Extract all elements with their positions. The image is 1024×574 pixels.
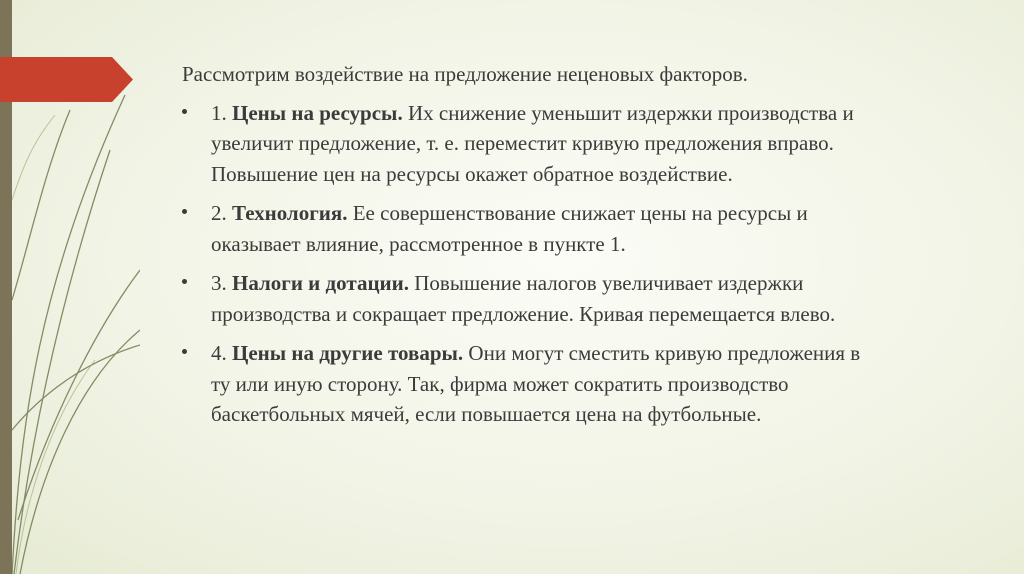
item-text: Их снижение уменьшит издержки производства и увеличит предложение, т. е. переместит кривую предложения вправо. Повышение цен на ресурсы окажет обратное воздействие. <box>211 100 854 186</box>
list-item <box>182 268 872 329</box>
item-number: 2. <box>211 201 227 225</box>
bullet-dot-icon <box>182 349 187 354</box>
item-title: Технология. <box>232 201 348 225</box>
list-item <box>182 338 872 430</box>
list-item <box>182 198 872 259</box>
item-number: 3. <box>211 271 227 295</box>
bullet-dot-icon <box>182 109 187 114</box>
factor-list <box>182 98 872 430</box>
slide-content <box>182 59 872 439</box>
item-text: Они могут сместить кривую предложения в ту или иную сторону. Так, фирма может сократить производство баскетбольных мячей, если повышается цена на футбольные. <box>211 341 861 426</box>
item-text: Повышение налогов увеличивает издержки производства и сокращает предложение. Кривая перемещается влево. <box>211 271 836 326</box>
item-text: Ее совершенствование снижает цены на ресурсы и оказывает влияние, рассмотренное в пункте 1. <box>211 201 808 256</box>
list-item <box>182 98 872 190</box>
intro-text: Рассмотрим воздействие на предложение неценовых факторов. <box>182 62 748 86</box>
bullet-dot-icon <box>182 209 187 214</box>
item-number: 4. <box>211 341 227 365</box>
item-title: Цены на ресурсы. <box>232 100 403 125</box>
accent-arrow-tag <box>0 57 133 102</box>
item-number: 1. <box>211 100 227 125</box>
bullet-dot-icon <box>182 279 187 284</box>
item-title: Цены на другие товары. <box>232 341 464 365</box>
item-title: Налоги и дотации. <box>232 271 410 295</box>
